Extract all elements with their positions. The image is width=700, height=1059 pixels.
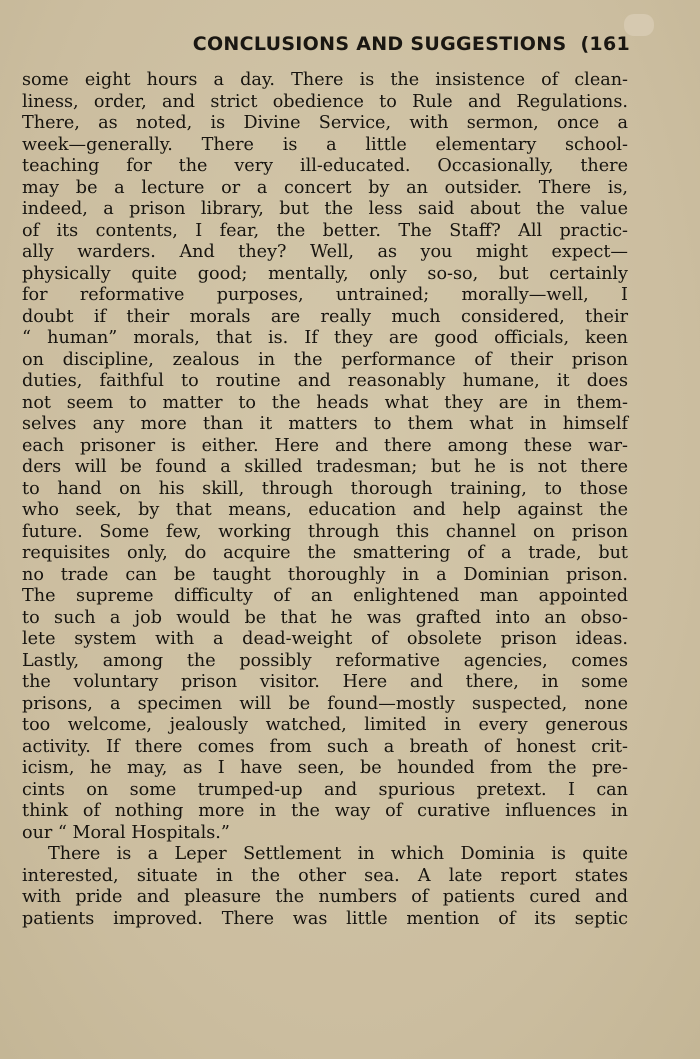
text-line: not seem to matter to the heads what they are in them- — [22, 392, 628, 413]
chapter-title: CONCLUSIONS AND SUGGESTIONS — [192, 33, 567, 55]
text-line: cints on some trumped-up and spurious pretext. I can — [22, 779, 628, 800]
text-line: think of nothing more in the way of curative influences in — [22, 801, 628, 821]
text-line: indeed, a prison library, but the less said about the value — [22, 199, 628, 219]
text-line: ally warders. And they? Well, as you might expect— — [22, 242, 628, 262]
text-line: some eight hours a day. There is the insistence of clean- — [22, 70, 628, 90]
text-line: Lastly, among the possibly reformative agencies, comes — [22, 650, 628, 671]
text-line: the voluntary prison visitor. Here and there, in some — [22, 672, 628, 692]
text-line: physically quite good; mentally, only so-so, but certainly — [22, 263, 628, 284]
text-line: for reformative purposes, untrained; morally—well, I — [22, 285, 628, 305]
text-line: teaching for the very ill-educated. Occasionally, there — [22, 156, 628, 176]
text-line: ders will be found a skilled tradesman; but he is not there — [22, 457, 628, 477]
text-line: selves any more than it matters to them what in himself — [22, 414, 628, 434]
text-line: duties, faithful to routine and reasonably humane, it does — [22, 371, 628, 391]
text-line: The supreme difficulty of an enlightened man appointed — [22, 586, 628, 606]
text-line: “ human” morals, that is. If they are good officials, keen — [22, 328, 628, 348]
text-line: to such a job would be that he was grafted into an obso- — [22, 607, 628, 628]
text-line: liness, order, and strict obedience to Rule and Regulations. — [22, 91, 628, 112]
text-line: who seek, by that means, education and help against the — [22, 500, 628, 520]
paragraph-start-line: There is a Leper Settlement in which Dominia is quite — [48, 844, 628, 864]
text-line: future. Some few, working through this channel on prison — [22, 521, 628, 542]
text-line: may be a lecture or a concert by an outsider. There is, — [22, 177, 628, 198]
text-line: each prisoner is either. Here and there among these war- — [22, 435, 628, 456]
paragraph-end-line: our “ Moral Hospitals.” — [22, 822, 230, 843]
text-line: requisites only, do acquire the smattering of a trade, but — [22, 543, 628, 563]
text-line: prisons, a specimen will be found—mostly suspected, none — [22, 693, 628, 714]
text-line: with pride and pleasure the numbers of patients cured and — [22, 887, 628, 907]
text-line: patients improved. There was little mention of its septic — [22, 908, 628, 929]
text-line: lete system with a dead-weight of obsolete prison ideas. — [22, 629, 628, 649]
text-line: too welcome, jealously watched, limited in every generous — [22, 715, 628, 735]
text-line: There, as noted, is Divine Service, with sermon, once a — [22, 113, 628, 133]
running-header — [193, 33, 630, 55]
text-line: icism, he may, as I have seen, be hounded from the pre- — [22, 758, 628, 778]
text-line: on discipline, zealous in the performance of their prison — [22, 349, 628, 370]
text-line: interested, situate in the other sea. A late report states — [22, 865, 628, 886]
body-text — [22, 70, 628, 930]
page-number: (161 — [580, 33, 630, 55]
text-line: of its contents, I fear, the better. The Staff? All practic- — [22, 220, 628, 241]
text-line: to hand on his skill, through thorough training, to those — [22, 478, 628, 499]
text-line: no trade can be taught thoroughly in a Dominian prison. — [22, 564, 628, 585]
text-line: doubt if their morals are really much considered, their — [22, 306, 628, 327]
text-line: week—generally. There is a little elementary school- — [22, 134, 628, 155]
text-line: activity. If there comes from such a breath of honest crit- — [22, 736, 628, 757]
